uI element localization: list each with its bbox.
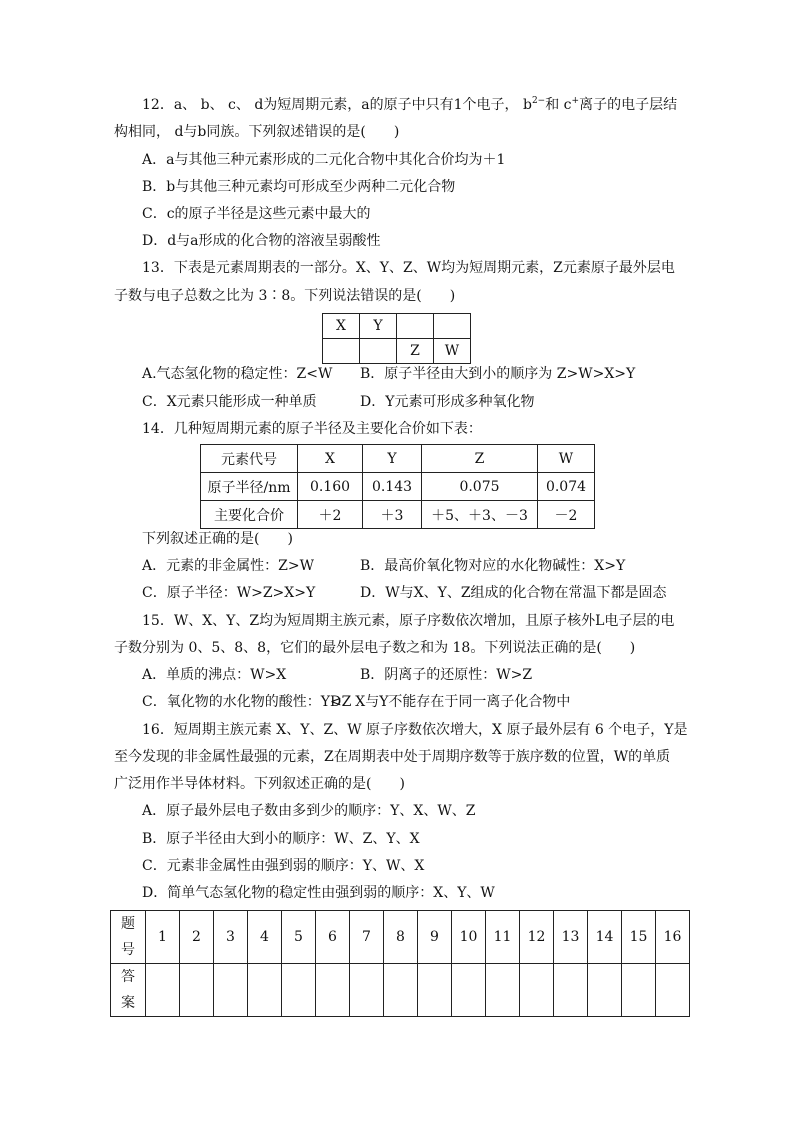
q15-line1: 15．W、X、Y、Z均为短周期主族元素，原子序数依次增加，且原子核外L电子层的电 (142, 613, 675, 629)
q12-option-b: B．b与其他三种元素均可形成至少两种二元化合物 (142, 179, 456, 195)
q12-sup-c: + (571, 96, 580, 106)
number-row-label (111, 911, 146, 964)
label-char: 号 (121, 942, 135, 958)
question-number: 4 (248, 911, 282, 964)
valence-z: ＋5、＋3、－3 (422, 501, 538, 529)
q16-option-a: A．原子最外层电子数由多到少的顺序：Y、X、W、Z (142, 803, 476, 819)
q12-option-a: A．a与其他三种元素形成的二元化合物中其化合价均为＋1 (142, 152, 506, 168)
question-number: 7 (350, 911, 384, 964)
cell-y: Y (360, 314, 397, 339)
radius-z: 0.075 (422, 473, 538, 501)
q12-text-end: 离子的电子层结 (579, 97, 678, 113)
q13-option-a: A.气态氢化物的稳定性：Z<W (142, 366, 333, 382)
answer-table-number-row (111, 911, 690, 964)
answer-table (110, 910, 690, 1017)
answer-cell[interactable] (316, 964, 350, 1017)
question-number: 12 (520, 911, 554, 964)
answer-row-label (111, 964, 146, 1017)
q15-options-row1 (142, 665, 533, 685)
answer-cell[interactable] (656, 964, 690, 1017)
answer-cell[interactable] (146, 964, 180, 1017)
q12-sup-b: 2− (531, 96, 546, 106)
cell-empty (434, 314, 471, 339)
cell-z: Z (397, 339, 434, 364)
label-char: 答 (121, 969, 135, 985)
answer-cell[interactable] (452, 964, 486, 1017)
answer-cell[interactable] (214, 964, 248, 1017)
q14-option-a: A．元素的非金属性：Z>W (142, 558, 314, 574)
q12-line1 (142, 95, 677, 115)
q16-option-c: C．元素非金属性由强到弱的顺序：Y、W、X (142, 858, 425, 874)
q14-option-b: B．最高价氧化物对应的水化物碱性：X>Y (360, 558, 626, 574)
header-z: Z (422, 445, 538, 473)
answer-cell[interactable] (282, 964, 316, 1017)
element-properties-table (200, 444, 595, 529)
q16-option-b: B．原子半径由大到小的顺序：W、Z、Y、X (142, 831, 420, 847)
label-char: 案 (121, 995, 135, 1011)
q14-line1: 14．几种短周期元素的原子半径及主要化合价如下表： (142, 421, 482, 437)
answer-cell[interactable] (180, 964, 214, 1017)
q14-options-row1 (142, 556, 626, 576)
question-number: 3 (214, 911, 248, 964)
answer-cell[interactable] (350, 964, 384, 1017)
cell-empty (323, 339, 360, 364)
q14-option-d: D．W与X、Y、Z组成的化合物在常温下都是固态 (360, 585, 667, 601)
q15-option-d: D．X与Y不能存在于同一离子化合物中 (330, 694, 571, 710)
q15-option-b: B．阴离子的还原性：W>Z (360, 667, 533, 683)
valence-w: －2 (538, 501, 595, 529)
periodic-table-fragment (322, 313, 471, 364)
valence-x: ＋2 (298, 501, 363, 529)
q13-options-row1 (142, 364, 636, 384)
q16-option-d: D．简单气态氢化物的稳定性由强到弱的顺序：X、Y、W (142, 885, 495, 901)
cell-x: X (323, 314, 360, 339)
q15-options-row2 (142, 692, 571, 712)
question-number: 5 (282, 911, 316, 964)
cell-empty (360, 339, 397, 364)
question-number: 16 (656, 911, 690, 964)
q12-text-mid: 和 c (545, 97, 572, 113)
label-valence: 主要化合价 (201, 501, 298, 529)
question-number: 8 (384, 911, 418, 964)
label-char: 题 (121, 916, 135, 932)
radius-w: 0.074 (538, 473, 595, 501)
q14-stem: 下列叙述正确的是( ) (142, 531, 293, 547)
answer-cell[interactable] (486, 964, 520, 1017)
answer-cell[interactable] (418, 964, 452, 1017)
q13-option-b: B．原子半径由大到小的顺序为 Z>W>X>Y (360, 366, 636, 382)
q12-text-a: 12．a、 b、 c、 d为短周期元素，a的原子中只有1个电子， b (142, 97, 532, 113)
question-number: 1 (146, 911, 180, 964)
question-number: 11 (486, 911, 520, 964)
question-number: 9 (418, 911, 452, 964)
q14-options-row2 (142, 583, 667, 603)
q13-option-c: C．X元素只能形成一种单质 (142, 394, 317, 410)
q14-option-c: C．原子半径：W>Z>X>Y (142, 585, 316, 601)
answer-cell[interactable] (520, 964, 554, 1017)
q15-option-c: C．氧化物的水化物的酸性：Y<Z (142, 694, 352, 710)
question-number: 6 (316, 911, 350, 964)
question-number: 14 (588, 911, 622, 964)
answer-cell[interactable] (384, 964, 418, 1017)
header-y: Y (363, 445, 422, 473)
q13-line1: 13．下表是元素周期表的一部分。X、Y、Z、W均为短周期元素，Z元素原子最外层电 (142, 260, 675, 276)
q13-line2: 子数与电子总数之比为 3∶8。下列说法错误的是( ) (114, 288, 456, 304)
answer-cell[interactable] (554, 964, 588, 1017)
question-number: 13 (554, 911, 588, 964)
answer-cell[interactable] (588, 964, 622, 1017)
q15-option-a: A．单质的沸点：W>X (142, 667, 287, 683)
answer-cell[interactable] (622, 964, 656, 1017)
question-number: 2 (180, 911, 214, 964)
header-element-code: 元素代号 (201, 445, 298, 473)
q13-option-d: D．Y元素可形成多种氧化物 (360, 394, 535, 410)
q12-line2: 构相同， d与b同族。下列叙述错误的是( ) (114, 124, 400, 140)
question-number: 10 (452, 911, 486, 964)
q15-line2: 子数分别为 0、5、8、8，它们的最外层电子数之和为 18。下列说法正确的是( ) (114, 640, 636, 656)
q16-line2: 至今发现的非金属性最强的元素，Z在周期表中处于周期序数等于族序数的位置，W的单质 (114, 749, 671, 765)
answer-cell[interactable] (248, 964, 282, 1017)
radius-x: 0.160 (298, 473, 363, 501)
label-radius: 原子半径/nm (201, 473, 298, 501)
q13-options-row2 (142, 392, 535, 412)
valence-y: ＋3 (363, 501, 422, 529)
q12-option-d: D．d与a形成的化合物的溶液呈弱酸性 (142, 233, 381, 249)
header-x: X (298, 445, 363, 473)
cell-w: W (434, 339, 471, 364)
radius-y: 0.143 (363, 473, 422, 501)
answer-table-answer-row (111, 964, 690, 1017)
q12-option-c: C．c的原子半径是这些元素中最大的 (142, 206, 371, 222)
question-number: 15 (622, 911, 656, 964)
header-w: W (538, 445, 595, 473)
q16-line3: 广泛用作半导体材料。下列叙述正确的是( ) (114, 776, 405, 792)
q16-line1: 16．短周期主族元素 X、Y、Z、W 原子序数依次增大，X 原子最外层有 6 个电子，Y是 (142, 722, 688, 738)
cell-empty (397, 314, 434, 339)
